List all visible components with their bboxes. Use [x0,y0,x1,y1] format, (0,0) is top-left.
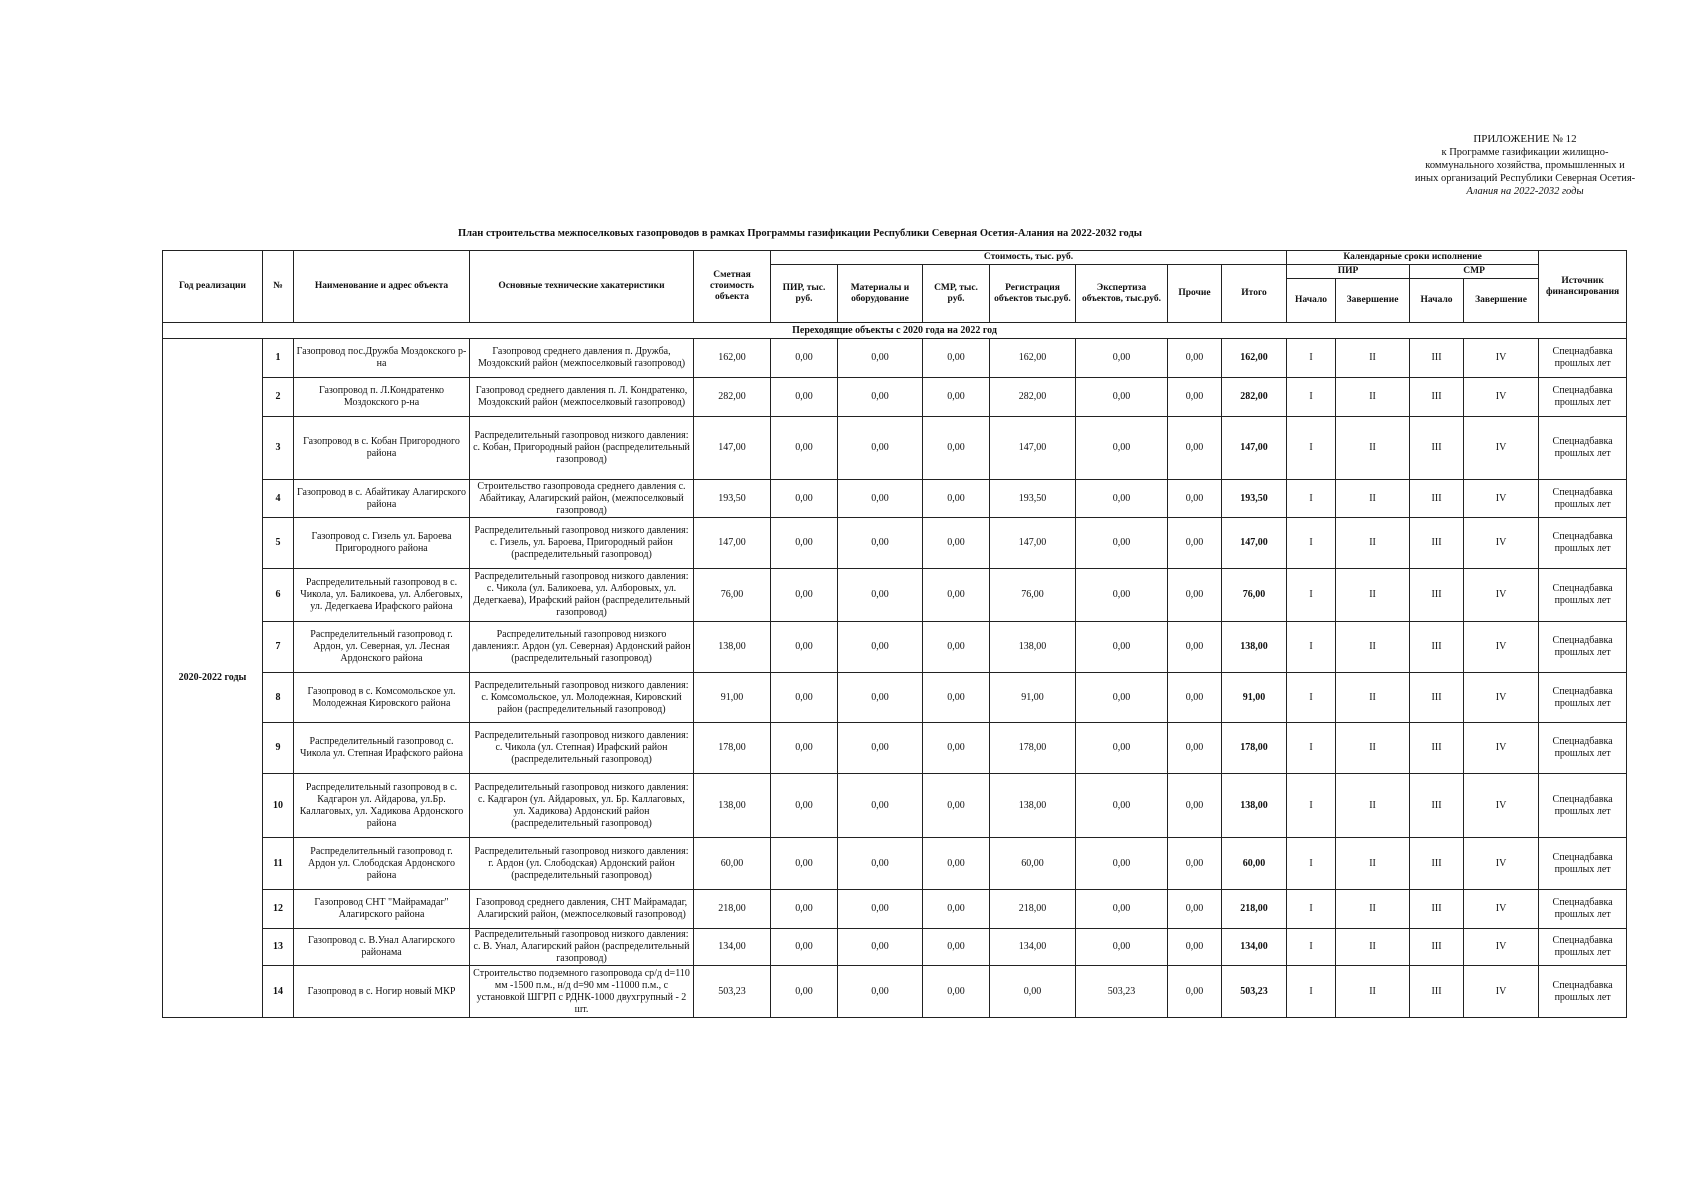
other-value: 0,00 [1168,838,1222,890]
total-value: 91,00 [1222,673,1287,723]
smr-end: IV [1464,723,1539,774]
table-row [163,569,1627,622]
object-name: Газопровод пос.Дружба Моздокского р-на [294,339,470,378]
tech-spec: Распределительный газопровод низкого давления: г. Ардон (ул. Слободская) Ардонский район (распределительный газопровод) [470,838,694,890]
pir-value: 0,00 [771,480,838,518]
other-value: 0,00 [1168,723,1222,774]
pir-value: 0,00 [771,673,838,723]
header-year: Год реализации [163,251,263,323]
pir-start: I [1287,480,1336,518]
funding-source: Спецнадбавка прошлых лет [1539,838,1627,890]
pir-value: 0,00 [771,518,838,569]
registration-value: 193,50 [990,480,1076,518]
registration-value: 282,00 [990,378,1076,417]
funding-source: Спецнадбавка прошлых лет [1539,673,1627,723]
smr-start: III [1410,417,1464,480]
expertise-value: 0,00 [1076,378,1168,417]
smr-end: IV [1464,480,1539,518]
materials-value: 0,00 [838,929,923,966]
estimate-value: 76,00 [694,569,771,622]
estimate-value: 282,00 [694,378,771,417]
other-value: 0,00 [1168,966,1222,1018]
registration-value: 147,00 [990,518,1076,569]
pir-value: 0,00 [771,966,838,1018]
row-number: 14 [263,966,294,1018]
document-title: План строительства межпоселковых газопроводов в рамках Программы газификации Республики Северная Осетия-Алания на 2022-2032 годы [458,228,1142,239]
smr-value: 0,00 [923,723,990,774]
pir-start: I [1287,890,1336,929]
pir-end: II [1336,569,1410,622]
expertise-value: 0,00 [1076,518,1168,569]
pir-start: I [1287,838,1336,890]
funding-source: Спецнадбавка прошлых лет [1539,378,1627,417]
pir-value: 0,00 [771,723,838,774]
object-name: Распределительный газопровод г. Ардон, ул. Северная, ул. Лесная Ардонского района [294,622,470,673]
estimate-value: 91,00 [694,673,771,723]
materials-value: 0,00 [838,378,923,417]
object-name: Газопровод с. В.Унал Алагирского районама [294,929,470,966]
other-value: 0,00 [1168,673,1222,723]
pir-start: I [1287,774,1336,838]
header-name: Наименование и адрес объекта [294,251,470,323]
expertise-value: 0,00 [1076,622,1168,673]
tech-spec: Газопровод среднего давления п. Л. Кондратенко, Моздокский район (межпоселковый газопровод) [470,378,694,417]
smr-value: 0,00 [923,622,990,673]
materials-value: 0,00 [838,339,923,378]
pir-end: II [1336,417,1410,480]
tech-spec: Распределительный газопровод низкого давления: с. Кадгарон (ул. Айдаровых, ул. Бр. Каллаговых, ул. Хадикова) Ардонский район (распределительный газопровод) [470,774,694,838]
registration-value: 60,00 [990,838,1076,890]
materials-value: 0,00 [838,966,923,1018]
other-value: 0,00 [1168,890,1222,929]
smr-start: III [1410,966,1464,1018]
header-smr-start: Начало [1410,279,1464,323]
header-smr-end: Завершение [1464,279,1539,323]
pir-value: 0,00 [771,890,838,929]
registration-value: 138,00 [990,774,1076,838]
header-calendar-group: Календарные сроки исполнение [1287,251,1539,265]
table-row [163,774,1627,838]
row-number: 5 [263,518,294,569]
row-number: 7 [263,622,294,673]
funding-source: Спецнадбавка прошлых лет [1539,480,1627,518]
pir-end: II [1336,480,1410,518]
table-row [163,929,1627,966]
pir-start: I [1287,723,1336,774]
estimate-value: 193,50 [694,480,771,518]
tech-spec: Распределительный газопровод низкого давления: с. Комсомольское, ул. Молодежная, Кировский район (распределительный газопровод) [470,673,694,723]
smr-start: III [1410,569,1464,622]
expertise-value: 0,00 [1076,929,1168,966]
pir-value: 0,00 [771,838,838,890]
materials-value: 0,00 [838,518,923,569]
row-number: 1 [263,339,294,378]
smr-start: III [1410,673,1464,723]
smr-start: III [1410,622,1464,673]
smr-end: IV [1464,518,1539,569]
tech-spec: Строительство газопровода среднего давления с. Абайтикау, Алагирский район, (межпоселковый газопровод) [470,480,694,518]
other-value: 0,00 [1168,417,1222,480]
total-value: 147,00 [1222,518,1287,569]
materials-value: 0,00 [838,480,923,518]
object-name: Газопровод в с. Ногир новый МКР [294,966,470,1018]
estimate-value: 138,00 [694,774,771,838]
object-name: Газопровод в с. Комсомольское ул. Молодежная Кировского района [294,673,470,723]
table-row [163,673,1627,723]
object-name: Газопровод СНТ "Майрамадаг" Алагирского района [294,890,470,929]
pir-end: II [1336,723,1410,774]
smr-start: III [1410,480,1464,518]
total-value: 138,00 [1222,774,1287,838]
tech-spec: Распределительный газопровод низкого давления:г. Ардон (ул. Северная) Ардонский район (распределительный газопровод) [470,622,694,673]
tech-spec: Распределительный газопровод низкого давления: с. Чикола (ул. Баликоева, ул. Алборовых, ул. Дедегкаева), Ирафский район (распределительный газопровод) [470,569,694,622]
row-number: 2 [263,378,294,417]
registration-value: 138,00 [990,622,1076,673]
estimate-value: 218,00 [694,890,771,929]
expertise-value: 503,23 [1076,966,1168,1018]
funding-source: Спецнадбавка прошлых лет [1539,569,1627,622]
estimate-value: 147,00 [694,417,771,480]
smr-start: III [1410,774,1464,838]
tech-spec: Распределительный газопровод низкого давления: с. Чикола (ул. Степная) Ирафский район (распределительный газопровод) [470,723,694,774]
total-value: 178,00 [1222,723,1287,774]
tech-spec: Распределительный газопровод низкого давления: с. Гизель, ул. Бароева, Пригородный район (распределительный газопровод) [470,518,694,569]
pir-value: 0,00 [771,774,838,838]
estimate-value: 134,00 [694,929,771,966]
expertise-value: 0,00 [1076,838,1168,890]
materials-value: 0,00 [838,723,923,774]
table-row [163,339,1627,378]
smr-end: IV [1464,890,1539,929]
estimate-value: 178,00 [694,723,771,774]
row-number: 4 [263,480,294,518]
pir-end: II [1336,774,1410,838]
smr-end: IV [1464,774,1539,838]
table-row [163,890,1627,929]
total-value: 218,00 [1222,890,1287,929]
pir-end: II [1336,929,1410,966]
row-number: 8 [263,673,294,723]
tech-spec: Строительство подземного газопровода ср/д d=110 мм -1500 п.м., н/д d=90 мм -11000 п.м., с установкой ШГРП с РДНК-1000 двухгрупный - 2 шт. [470,966,694,1018]
smr-value: 0,00 [923,838,990,890]
header-expertise: Экспертиза объектов, тыс.руб. [1076,265,1168,323]
smr-end: IV [1464,622,1539,673]
other-value: 0,00 [1168,518,1222,569]
pir-start: I [1287,417,1336,480]
smr-start: III [1410,339,1464,378]
total-value: 76,00 [1222,569,1287,622]
pir-value: 0,00 [771,622,838,673]
tech-spec: Газопровод среднего давления, СНТ Майрамадаг, Алагирский район, (межпоселковый газопровод) [470,890,694,929]
registration-value: 178,00 [990,723,1076,774]
tech-spec: Распределительный газопровод низкого давления: с. Кобан, Пригородный район (распределительный газопровод) [470,417,694,480]
other-value: 0,00 [1168,339,1222,378]
object-name: Газопровод в с. Абайтикау Алагирского района [294,480,470,518]
smr-start: III [1410,929,1464,966]
smr-value: 0,00 [923,774,990,838]
expertise-value: 0,00 [1076,417,1168,480]
total-value: 60,00 [1222,838,1287,890]
smr-end: IV [1464,417,1539,480]
registration-value: 218,00 [990,890,1076,929]
header-pir-end: Завершение [1336,279,1410,323]
registration-value: 0,00 [990,966,1076,1018]
materials-value: 0,00 [838,569,923,622]
pir-end: II [1336,890,1410,929]
table-row [163,723,1627,774]
object-name: Распределительный газопровод с. Чикола ул. Степная Ирафского района [294,723,470,774]
materials-value: 0,00 [838,622,923,673]
smr-value: 0,00 [923,929,990,966]
registration-value: 76,00 [990,569,1076,622]
pir-start: I [1287,929,1336,966]
smr-end: IV [1464,966,1539,1018]
materials-value: 0,00 [838,838,923,890]
header-smr: СМР, тыс. руб. [923,265,990,323]
table-row [163,966,1627,1018]
materials-value: 0,00 [838,417,923,480]
pir-start: I [1287,339,1336,378]
funding-source: Спецнадбавка прошлых лет [1539,929,1627,966]
estimate-value: 162,00 [694,339,771,378]
funding-source: Спецнадбавка прошлых лет [1539,774,1627,838]
other-value: 0,00 [1168,569,1222,622]
funding-source: Спецнадбавка прошлых лет [1539,339,1627,378]
estimate-value: 503,23 [694,966,771,1018]
appendix-header [1380,133,1670,198]
pir-start: I [1287,378,1336,417]
registration-value: 134,00 [990,929,1076,966]
table-row [163,480,1627,518]
pir-end: II [1336,378,1410,417]
header-estimate: Сметная стоимость объекта [694,251,771,323]
header-tech: Основные технические хакатеристики [470,251,694,323]
pir-end: II [1336,966,1410,1018]
total-value: 162,00 [1222,339,1287,378]
header-smr-group: СМР [1410,265,1539,279]
estimate-value: 138,00 [694,622,771,673]
smr-value: 0,00 [923,339,990,378]
smr-value: 0,00 [923,569,990,622]
smr-start: III [1410,378,1464,417]
other-value: 0,00 [1168,774,1222,838]
row-number: 6 [263,569,294,622]
row-number: 12 [263,890,294,929]
smr-end: IV [1464,569,1539,622]
smr-end: IV [1464,838,1539,890]
other-value: 0,00 [1168,929,1222,966]
pir-value: 0,00 [771,378,838,417]
funding-source: Спецнадбавка прошлых лет [1539,417,1627,480]
materials-value: 0,00 [838,890,923,929]
object-name: Газопровод в с. Кобан Пригородного района [294,417,470,480]
table-row [163,622,1627,673]
smr-start: III [1410,838,1464,890]
header-cost-group: Стоимость, тыс. руб. [771,251,1287,265]
materials-value: 0,00 [838,673,923,723]
total-value: 193,50 [1222,480,1287,518]
appendix-line: иных организаций Республики Северная Осетия- [1414,173,1636,184]
smr-start: III [1410,890,1464,929]
pir-end: II [1336,673,1410,723]
smr-value: 0,00 [923,966,990,1018]
smr-value: 0,00 [923,417,990,480]
total-value: 147,00 [1222,417,1287,480]
total-value: 503,23 [1222,966,1287,1018]
plan-table [162,250,1627,1018]
pir-end: II [1336,339,1410,378]
funding-source: Спецнадбавка прошлых лет [1539,723,1627,774]
appendix-line: коммунального хозяйства, промышленных и [1425,160,1625,171]
pir-value: 0,00 [771,569,838,622]
pir-start: I [1287,966,1336,1018]
object-name: Газопровод с. Гизель ул. Бароева Пригородного района [294,518,470,569]
funding-source: Спецнадбавка прошлых лет [1539,890,1627,929]
tech-spec: Газопровод среднего давления п. Дружба, Моздокский район (межпоселковый газопровод) [470,339,694,378]
smr-start: III [1410,723,1464,774]
table-row [163,838,1627,890]
header-pir-group: ПИР [1287,265,1410,279]
smr-start: III [1410,518,1464,569]
registration-value: 91,00 [990,673,1076,723]
expertise-value: 0,00 [1076,774,1168,838]
expertise-value: 0,00 [1076,673,1168,723]
smr-value: 0,00 [923,673,990,723]
plan-table-body [163,323,1627,1018]
smr-end: IV [1464,378,1539,417]
other-value: 0,00 [1168,480,1222,518]
pir-start: I [1287,569,1336,622]
pir-value: 0,00 [771,339,838,378]
header-other: Прочие [1168,265,1222,323]
expertise-value: 0,00 [1076,480,1168,518]
smr-value: 0,00 [923,890,990,929]
pir-start: I [1287,518,1336,569]
estimate-value: 60,00 [694,838,771,890]
pir-value: 0,00 [771,929,838,966]
year-cell: 2020-2022 годы [163,339,263,1018]
expertise-value: 0,00 [1076,723,1168,774]
row-number: 10 [263,774,294,838]
row-number: 9 [263,723,294,774]
appendix-number: ПРИЛОЖЕНИЕ № 12 [1473,133,1577,145]
row-number: 13 [263,929,294,966]
header-pir: ПИР, тыс. руб. [771,265,838,323]
funding-source: Спецнадбавка прошлых лет [1539,622,1627,673]
tech-spec: Распределительный газопровод низкого давления: с. В. Унал, Алагирский район (распределительный газопровод) [470,929,694,966]
pir-start: I [1287,673,1336,723]
object-name: Распределительный газопровод г. Ардон ул. Слободская Ардонского района [294,838,470,890]
funding-source: Спецнадбавка прошлых лет [1539,518,1627,569]
pir-start: I [1287,622,1336,673]
table-row [163,417,1627,480]
header-total: Итого [1222,265,1287,323]
header-registration: Регистрация объектов тыс.руб. [990,265,1076,323]
appendix-line: к Программе газификации жилищно- [1441,147,1609,158]
pir-value: 0,00 [771,417,838,480]
pir-end: II [1336,838,1410,890]
row-number: 11 [263,838,294,890]
other-value: 0,00 [1168,378,1222,417]
object-name: Газопровод п. Л.Кондратенко Моздокского р-на [294,378,470,417]
smr-value: 0,00 [923,378,990,417]
section-label: Переходящие объекты с 2020 года на 2022 год [163,323,1627,339]
total-value: 138,00 [1222,622,1287,673]
header-materials: Материалы и оборудование [838,265,923,323]
materials-value: 0,00 [838,774,923,838]
estimate-value: 147,00 [694,518,771,569]
smr-value: 0,00 [923,518,990,569]
pir-end: II [1336,518,1410,569]
expertise-value: 0,00 [1076,569,1168,622]
table-row [163,518,1627,569]
appendix-line: Алания на 2022-2032 годы [1466,186,1584,197]
expertise-value: 0,00 [1076,890,1168,929]
smr-end: IV [1464,929,1539,966]
total-value: 282,00 [1222,378,1287,417]
funding-source: Спецнадбавка прошлых лет [1539,966,1627,1018]
total-value: 134,00 [1222,929,1287,966]
header-pir-start: Начало [1287,279,1336,323]
header-number: № [263,251,294,323]
expertise-value: 0,00 [1076,339,1168,378]
object-name: Распределительный газопровод в с. Кадгарон ул. Айдарова, ул.Бр. Каллаговых, ул. Хадикова Ардонского района [294,774,470,838]
smr-end: IV [1464,339,1539,378]
smr-end: IV [1464,673,1539,723]
smr-value: 0,00 [923,480,990,518]
other-value: 0,00 [1168,622,1222,673]
registration-value: 162,00 [990,339,1076,378]
header-source: Источник финансирования [1539,251,1627,323]
table-row [163,378,1627,417]
registration-value: 147,00 [990,417,1076,480]
object-name: Распределительный газопровод в с. Чикола, ул. Баликоева, ул. Албеговых, ул. Дедегкаева Ирафского района [294,569,470,622]
pir-end: II [1336,622,1410,673]
row-number: 3 [263,417,294,480]
